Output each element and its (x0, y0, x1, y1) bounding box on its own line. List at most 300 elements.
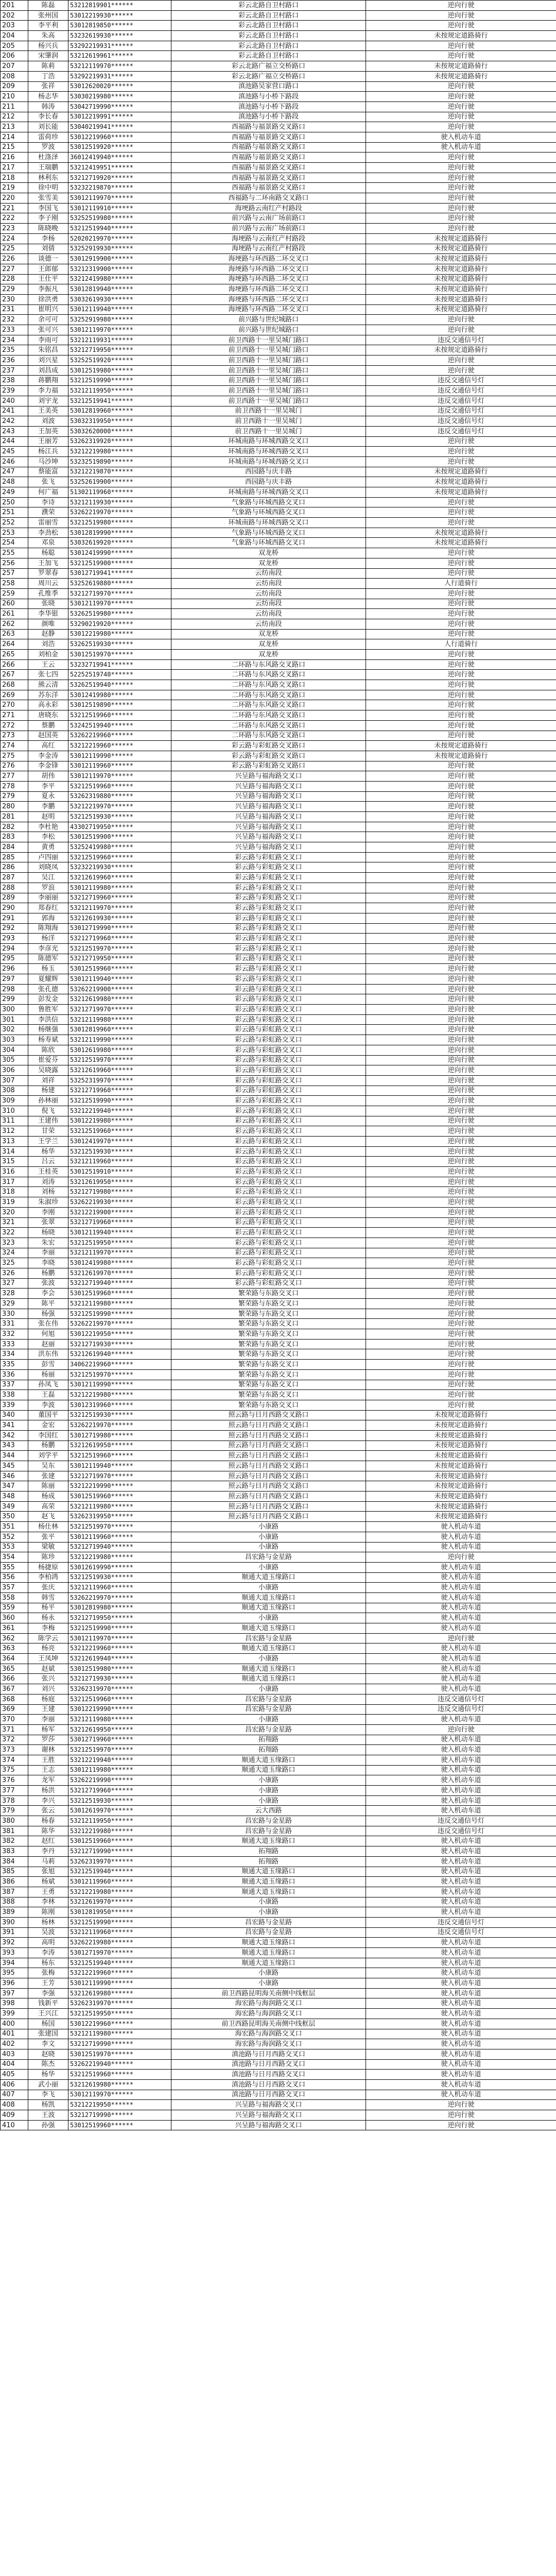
person-name: 刘柏金 (28, 650, 68, 660)
record-number: 380 (1, 1816, 28, 1826)
violation-location: 昌宏路与金星路 (171, 1917, 366, 1927)
table-row (1, 213, 556, 224)
record-number: 325 (1, 1258, 28, 1268)
violation-type: 逆向行驶 (366, 183, 556, 193)
record-number: 392 (1, 1938, 28, 1948)
id-number: 53012519910****** (68, 1167, 171, 1177)
id-number: 53262219930****** (68, 1197, 171, 1208)
person-name: 孙强 (28, 2120, 68, 2130)
record-number: 322 (1, 1228, 28, 1238)
violation-type: 未按规定道路骑行 (366, 1430, 556, 1440)
table-row (1, 2090, 556, 2100)
table-row (1, 335, 556, 345)
id-number: 53012719941****** (68, 568, 171, 579)
record-number: 343 (1, 1440, 28, 1451)
violation-location: 顺通大道玉缘路口 (171, 1887, 366, 1897)
id-number: 53212519950****** (68, 1238, 171, 1248)
table-row (1, 92, 556, 102)
table-row (1, 101, 556, 112)
table-row (1, 507, 556, 518)
table-row (1, 132, 556, 142)
violation-type: 驶入机动车道 (366, 1968, 556, 1978)
table-row (1, 862, 556, 873)
table-row (1, 1897, 556, 1907)
id-number: 53012819950****** (68, 1907, 171, 1918)
record-number: 301 (1, 1014, 28, 1025)
violation-type: 未按规定道路骑行 (366, 274, 556, 284)
record-number: 283 (1, 832, 28, 842)
table-row (1, 1207, 556, 1217)
person-name: 王桂英 (28, 1167, 68, 1177)
table-row (1, 1167, 556, 1177)
table-row (1, 1126, 556, 1137)
violation-type: 逆向行驶 (366, 1552, 556, 1563)
violation-location: 云纺南段 (171, 609, 366, 619)
person-name: 张翠 (28, 1217, 68, 1228)
violation-location: 彩云路与彩虹路交叉口 (171, 1035, 366, 1045)
person-name: 杨寿斌 (28, 1035, 68, 1045)
record-number: 368 (1, 1694, 28, 1704)
violation-type: 驶入机动车道 (366, 1765, 556, 1775)
id-number: 53212719960****** (68, 1217, 171, 1228)
record-number: 225 (1, 244, 28, 254)
record-number: 296 (1, 964, 28, 974)
id-number: 53212719930****** (68, 1674, 171, 1684)
id-number: 53012219991****** (68, 112, 171, 122)
person-name: 张建 (28, 1471, 68, 1481)
table-row (1, 1826, 556, 1836)
person-name: 李强 (28, 1988, 68, 1998)
violation-location: 兴呈路与福海路交叉口 (171, 771, 366, 782)
person-name: 杨庭 (28, 1694, 68, 1704)
table-row (1, 254, 556, 264)
violation-type: 逆向行驶 (366, 1014, 556, 1025)
id-number: 53212619980****** (68, 1988, 171, 1998)
id-number: 53012119970****** (68, 2090, 171, 2100)
id-number: 53012619980****** (68, 1045, 171, 1055)
id-number: 53212519960****** (68, 2070, 171, 2080)
person-name: 李彦光 (28, 943, 68, 954)
table-row (1, 1603, 556, 1613)
record-number: 328 (1, 1289, 28, 1299)
violation-location: 彩云路与彩虹路交叉口 (171, 883, 366, 893)
person-name: 高永彩 (28, 700, 68, 710)
violation-location: 彩云路与彩虹路交叉口 (171, 1005, 366, 1015)
table-row (1, 1998, 556, 2009)
violation-location: 前兴路与云南广场前路口 (171, 213, 366, 224)
table-row (1, 1329, 556, 1340)
table-row (1, 1552, 556, 1563)
id-number: 53212619950****** (68, 1440, 171, 1451)
violation-location: 前兴路与世纪城路口 (171, 315, 366, 325)
person-name: 杨仕林 (28, 1522, 68, 1532)
table-row (1, 1217, 556, 1228)
person-name: 刘长能 (28, 122, 68, 132)
record-number: 329 (1, 1299, 28, 1309)
record-number: 250 (1, 497, 28, 507)
record-number: 307 (1, 1075, 28, 1086)
person-name: 蔡鹏 (28, 720, 68, 731)
id-number: 53212119980****** (68, 1715, 171, 1725)
id-number: 53212519990****** (68, 376, 171, 386)
record-number: 260 (1, 599, 28, 609)
violation-location: 顺通大道玉缘路口 (171, 1958, 366, 1968)
record-number: 351 (1, 1522, 28, 1532)
id-number: 53012819980****** (68, 1603, 171, 1613)
person-name: 张兴 (28, 1674, 68, 1684)
violation-location: 前卫西路十一里吴城门路口 (171, 335, 366, 345)
id-number: 53012619970****** (68, 1806, 171, 1816)
person-name: 杨强 (28, 1309, 68, 1319)
violation-type: 逆向行驶 (366, 365, 556, 376)
person-name: 李刚 (28, 1207, 68, 1217)
id-number: 53212719960****** (68, 1786, 171, 1796)
id-number: 53212319900****** (68, 264, 171, 274)
person-name: 李丽 (28, 1248, 68, 1258)
record-number: 284 (1, 842, 28, 853)
record-number: 318 (1, 1187, 28, 1197)
id-number: 53212519940****** (68, 1958, 171, 1968)
table-row (1, 1035, 556, 1045)
person-name: 王云 (28, 659, 68, 670)
table-row (1, 1988, 556, 1998)
table-row (1, 21, 556, 31)
table-row (1, 71, 556, 81)
record-number: 410 (1, 2120, 28, 2130)
table-row (1, 1583, 556, 1593)
id-number: 53292219931****** (68, 71, 171, 81)
id-number: 53212519930****** (68, 1146, 171, 1157)
id-number: 53212219960****** (68, 1643, 171, 1654)
id-number: 51302119960****** (68, 487, 171, 498)
id-number: 53012519980****** (68, 365, 171, 376)
record-number: 345 (1, 1461, 28, 1471)
id-number: 53212519990****** (68, 1917, 171, 1927)
table-row (1, 1654, 556, 1664)
record-number: 261 (1, 609, 28, 619)
table-row (1, 1390, 556, 1400)
person-name: 张云 (28, 1806, 68, 1816)
violation-type: 逆向行驶 (366, 943, 556, 954)
violation-location: 昌宏路与金星路 (171, 1826, 366, 1836)
id-number: 53252319970****** (68, 1075, 171, 1086)
id-number: 53212619980****** (68, 2079, 171, 2090)
table-row (1, 1268, 556, 1278)
record-number: 370 (1, 1715, 28, 1725)
person-name: 孙凤飞 (28, 1380, 68, 1390)
table-row (1, 1492, 556, 1502)
violation-location: 顺通大道玉缘路口 (171, 1836, 366, 1846)
violation-location: 彩云路与彩虹路交叉口 (171, 893, 366, 903)
id-number: 53012719960****** (68, 1735, 171, 1745)
person-name: 王勇 (28, 1887, 68, 1897)
id-number: 53212719990****** (68, 1846, 171, 1857)
record-number: 217 (1, 163, 28, 173)
id-number: 36012419940****** (68, 152, 171, 163)
id-number: 53212219980****** (68, 1390, 171, 1400)
id-number: 53212519970****** (68, 943, 171, 954)
violation-location: 照云路与日月西路交叉路口 (171, 1471, 366, 1481)
id-number: 53012619990****** (68, 1562, 171, 1572)
table-row (1, 599, 556, 609)
violation-location: 彩云北路自卫村路口 (171, 21, 366, 31)
record-number: 275 (1, 751, 28, 761)
person-name: 杨华 (28, 2070, 68, 2080)
violation-type: 逆向行驶 (366, 558, 556, 568)
violation-location: 西园路与庆丰路 (171, 467, 366, 477)
violation-type: 逆向行驶 (366, 720, 556, 731)
person-name: 熊云清 (28, 680, 68, 690)
table-row (1, 1299, 556, 1309)
record-number: 372 (1, 1735, 28, 1745)
violation-location: 西福路与福景路交叉路口 (171, 163, 366, 173)
person-name: 李杨 (28, 233, 68, 244)
violation-location: 顺通大道玉缘路口 (171, 1643, 366, 1654)
record-number: 219 (1, 183, 28, 193)
table-row (1, 579, 556, 589)
id-number: 53212219960****** (68, 741, 171, 751)
record-number: 360 (1, 1613, 28, 1623)
violation-location: 照云路与日月西路交叉路口 (171, 1430, 366, 1440)
violation-location: 西福路与福景路交叉路口 (171, 142, 366, 152)
person-name: 杨鹏 (28, 1440, 68, 1451)
violation-location: 彩云路与彩虹路交叉口 (171, 1228, 366, 1238)
violation-location: 繁荣路与东路交叉口 (171, 1360, 366, 1370)
record-number: 331 (1, 1319, 28, 1329)
table-row (1, 609, 556, 619)
person-name: 吴波 (28, 1927, 68, 1938)
table-row (1, 1360, 556, 1370)
violation-type: 未按规定道路骑行 (366, 31, 556, 41)
record-number: 279 (1, 791, 28, 802)
person-name: 罗翠春 (28, 568, 68, 579)
id-number: 53262519930****** (68, 639, 171, 650)
person-name: 张庆 (28, 1583, 68, 1593)
violation-location: 二环路与东风路交叉路口 (171, 680, 366, 690)
table-row (1, 2110, 556, 2121)
violation-location: 前卫西路十一里吴城门 (171, 416, 366, 427)
violation-type: 逆向行驶 (366, 670, 556, 680)
violation-type: 逆向行驶 (366, 497, 556, 507)
violation-type: 逆向行驶 (366, 629, 556, 639)
violation-type: 逆向行驶 (366, 10, 556, 21)
violation-location: 西福路与福景路交叉路口 (171, 173, 366, 183)
violation-location: 彩云路与彩虹路交叉口 (171, 1146, 366, 1157)
id-number: 43302719950****** (68, 822, 171, 832)
person-name: 赵晓 (28, 2049, 68, 2059)
table-row (1, 355, 556, 366)
person-name: 杨建 (28, 1086, 68, 1096)
record-number: 212 (1, 112, 28, 122)
person-name: 王志 (28, 1765, 68, 1775)
violation-location: 彩云路与彩虹路交叉口 (171, 1014, 366, 1025)
violation-location: 小康路 (171, 1613, 366, 1623)
record-number: 348 (1, 1492, 28, 1502)
violation-type: 驶入机动车道 (366, 1745, 556, 1755)
violation-location: 气象路与环城西路交叉口 (171, 538, 366, 548)
violation-location: 滇池路与日月西路交叉口 (171, 2049, 366, 2059)
table-row (1, 761, 556, 771)
id-number: 53212719970****** (68, 588, 171, 599)
table-row (1, 2100, 556, 2110)
violation-type: 逆向行驶 (366, 2110, 556, 2121)
person-name: 张建国 (28, 2029, 68, 2039)
person-name: 钱新平 (28, 1998, 68, 2009)
id-number: 53012519960****** (68, 1289, 171, 1299)
violation-location: 小康路 (171, 1775, 366, 1786)
id-number: 53212519900****** (68, 558, 171, 568)
violation-type: 逆向行驶 (366, 599, 556, 609)
table-row (1, 812, 556, 822)
violation-location: 顺通大道玉缘路口 (171, 1765, 366, 1775)
violation-type: 违反交通信号灯 (366, 1816, 556, 1826)
table-row (1, 1309, 556, 1319)
violation-type: 驶入机动车道 (366, 1846, 556, 1857)
violation-type: 逆向行驶 (366, 984, 556, 994)
id-number: 53012419970****** (68, 1137, 171, 1147)
id-number: 53232219870****** (68, 183, 171, 193)
record-number: 286 (1, 862, 28, 873)
person-name: 李文 (28, 2039, 68, 2049)
record-number: 327 (1, 1278, 28, 1289)
id-number: 53012419990****** (68, 548, 171, 558)
person-name: 王瑞鹏 (28, 163, 68, 173)
violation-type: 驶入机动车道 (366, 1836, 556, 1846)
record-number: 332 (1, 1329, 28, 1340)
id-number: 53212719950****** (68, 954, 171, 964)
id-number: 53212519990****** (68, 1096, 171, 1106)
violation-type: 驶入机动车道 (366, 2090, 556, 2100)
table-row (1, 112, 556, 122)
table-row (1, 1055, 556, 1065)
violation-type: 驶入机动车道 (366, 2049, 556, 2059)
id-number: 53212619960****** (68, 1065, 171, 1076)
person-name: 苏东洋 (28, 690, 68, 700)
violation-location: 彩云路与彩虹路交叉口 (171, 1197, 366, 1208)
violation-location: 前卫西路十一里吴城门路口 (171, 376, 366, 386)
record-number: 405 (1, 2070, 28, 2080)
table-row (1, 1228, 556, 1238)
violation-location: 照云路与日月西路交叉路口 (171, 1501, 366, 1512)
id-number: 53212619970****** (68, 1268, 171, 1278)
id-number: 53212119960****** (68, 1583, 171, 1593)
person-name: 郭海 (28, 913, 68, 923)
person-name: 王建伟 (28, 1116, 68, 1126)
violation-type: 逆向行驶 (366, 507, 556, 518)
violation-location: 顺通大道玉缘路口 (171, 1755, 366, 1765)
person-name: 王兴江 (28, 2009, 68, 2019)
violation-location: 兴呈路与福海路交叉口 (171, 802, 366, 812)
violation-type: 未按规定道路骑行 (366, 1420, 556, 1431)
violation-type: 逆向行驶 (366, 1, 556, 11)
record-number: 302 (1, 1025, 28, 1035)
table-row (1, 1684, 556, 1694)
violation-location: 彩云路与彩虹路交叉口 (171, 1177, 366, 1187)
id-number: 53232619930****** (68, 31, 171, 41)
violation-type: 逆向行驶 (366, 1319, 556, 1329)
table-row (1, 2039, 556, 2049)
violation-type: 未按规定道路骑行 (366, 487, 556, 498)
violation-type: 驶入机动车道 (366, 1603, 556, 1613)
violation-type: 逆向行驶 (366, 1086, 556, 1096)
person-name: 刘宇龙 (28, 396, 68, 406)
record-number: 247 (1, 467, 28, 477)
record-number: 344 (1, 1451, 28, 1461)
violation-type: 逆向行驶 (366, 173, 556, 183)
record-number: 207 (1, 61, 28, 72)
person-name: 王美英 (28, 406, 68, 416)
violation-location: 顺通大道玉缘路口 (171, 1867, 366, 1877)
record-number: 323 (1, 1238, 28, 1248)
table-row (1, 396, 556, 406)
violation-type: 违反交通信号灯 (366, 1917, 556, 1927)
record-number: 274 (1, 741, 28, 751)
id-number: 53012219990****** (68, 1704, 171, 1715)
violation-location: 兴呈路与福海路交叉口 (171, 842, 366, 853)
person-name: 杨洪 (28, 1786, 68, 1796)
table-row (1, 1786, 556, 1796)
violation-location: 照云路与日月西路交叉路口 (171, 1420, 366, 1431)
violation-type: 逆向行驶 (366, 1217, 556, 1228)
violation-type: 驶入机动车道 (366, 2039, 556, 2049)
record-number: 203 (1, 21, 28, 31)
violation-type: 违反交通信号灯 (366, 396, 556, 406)
violation-type: 未按规定道路骑行 (366, 345, 556, 355)
violation-type: 逆向行驶 (366, 650, 556, 660)
violation-type: 逆向行驶 (366, 812, 556, 822)
person-name: 陈丽 (28, 1481, 68, 1492)
violation-location: 繁荣路与东路交叉口 (171, 1329, 366, 1340)
violation-type: 未按规定道路骑行 (366, 61, 556, 72)
id-number: 53012819990****** (68, 528, 171, 538)
table-row (1, 436, 556, 447)
record-number: 347 (1, 1481, 28, 1492)
id-number: 53262219940****** (68, 2059, 171, 2070)
violation-location: 彩云路与彩虹路交叉口 (171, 1268, 366, 1278)
id-number: 53212719960****** (68, 1086, 171, 1096)
violation-type: 逆向行驶 (366, 51, 556, 61)
id-number: 53212219980****** (68, 1887, 171, 1897)
table-row (1, 1816, 556, 1826)
id-number: 53212219990****** (68, 1481, 171, 1492)
person-name: 武小丽 (28, 2079, 68, 2090)
violation-type: 逆向行驶 (366, 315, 556, 325)
id-number: 53262319970****** (68, 1998, 171, 2009)
id-number: 53012119940****** (68, 1228, 171, 1238)
violation-type: 违反交通信号灯 (366, 1694, 556, 1704)
table-row (1, 1278, 556, 1289)
table-row (1, 700, 556, 710)
violation-type: 逆向行驶 (366, 964, 556, 974)
person-name: 李雨可 (28, 335, 68, 345)
violation-location: 彩云路与彩虹路交叉口 (171, 934, 366, 944)
record-number: 290 (1, 903, 28, 913)
record-number: 243 (1, 426, 28, 436)
record-number: 253 (1, 528, 28, 538)
table-row (1, 456, 556, 467)
id-number: 53012719970****** (68, 1948, 171, 1958)
violation-type: 逆向行驶 (366, 822, 556, 832)
violation-type: 未按规定道路骑行 (366, 477, 556, 487)
id-number: 53212519970****** (68, 1745, 171, 1755)
table-row (1, 325, 556, 335)
violation-location: 彩云路与彩虹路交叉口 (171, 1238, 366, 1248)
violation-location: 环城南路与环城西路交叉口 (171, 456, 366, 467)
table-row (1, 913, 556, 923)
violation-location: 双龙桥 (171, 558, 366, 568)
violation-location: 前卫西路十一里吴城门路口 (171, 386, 366, 396)
person-name: 张晓 (28, 599, 68, 609)
